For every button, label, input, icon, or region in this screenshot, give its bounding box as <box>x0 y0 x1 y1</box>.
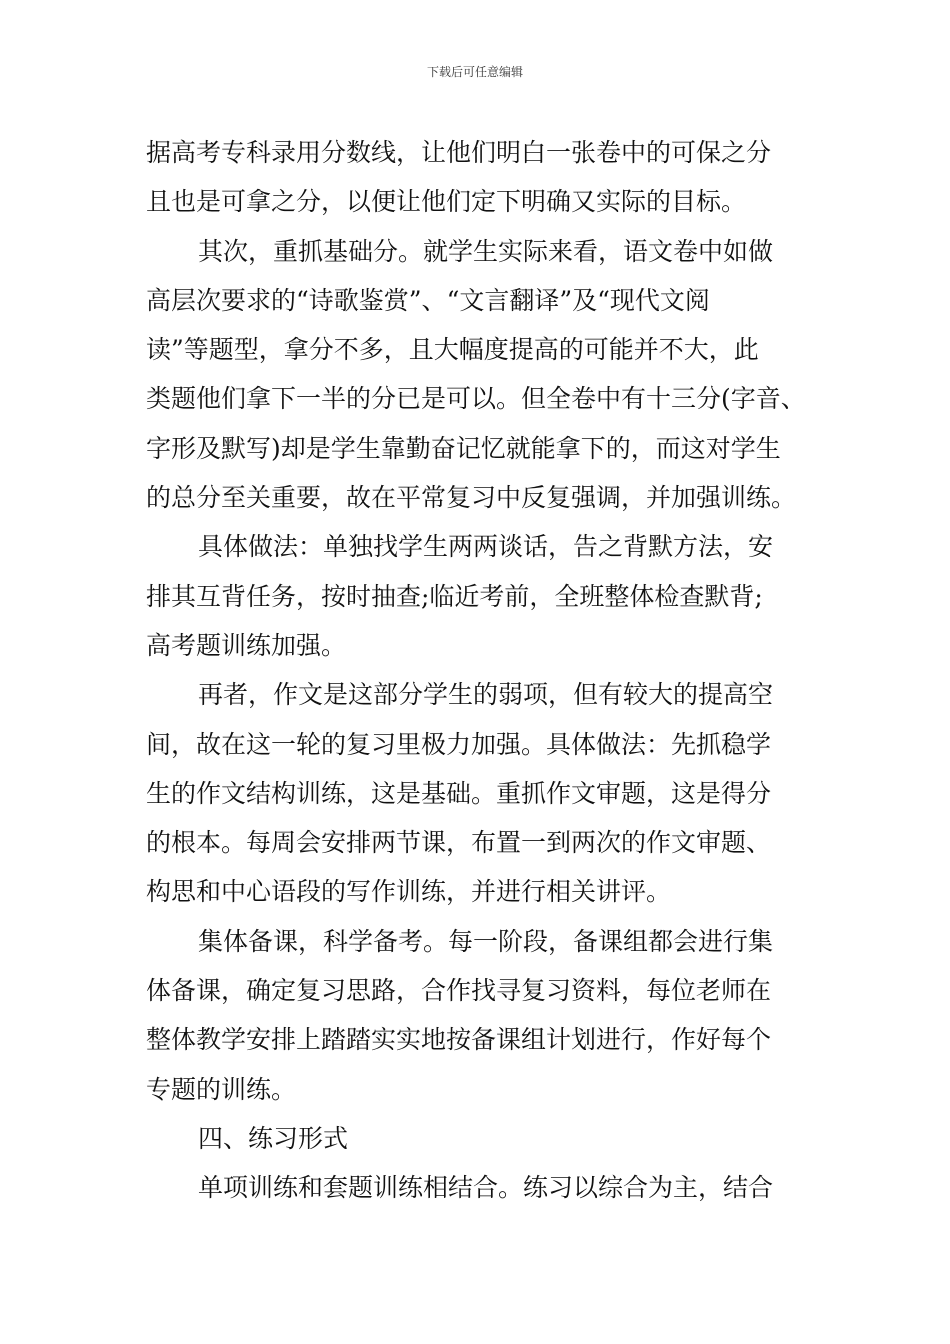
text-line: 构思和中心语段的写作训练，并进行相关讲评。 <box>146 877 672 907</box>
text-line: 整体教学安排上踏踏实实地按备课组计划进行，作好每个 <box>146 1025 772 1055</box>
section-heading: 四、练习形式 <box>198 1123 349 1153</box>
text-line: 间，故在这一轮的复习里极力加强。具体做法：先抓稳学 <box>146 729 772 759</box>
text-line: 且也是可拿之分，以便让他们定下明确又实际的目标。 <box>146 187 747 217</box>
page-header: 下载后可任意编辑 <box>426 65 523 79</box>
text-line: 排其互背任务，按时抽查;临近考前，全班整体检查默背; <box>146 581 763 611</box>
text-line: 生的作文结构训练，这是基础。重抓作文审题，这是得分 <box>146 778 772 808</box>
text-line: 据高考专科录用分数线，让他们明白一张卷中的可保之分 <box>146 138 772 167</box>
text-line: 专题的训练。 <box>146 1074 297 1104</box>
text-line: 单项训练和套题训练相结合。练习以综合为主，结合 <box>198 1173 774 1203</box>
text-line: 类题他们拿下一半的分已是可以。但全卷中有十三分(字音、 <box>146 384 806 414</box>
text-line: 具体做法：单独找学生两两谈话，告之背默方法，安 <box>198 532 774 562</box>
text-line: 再者，作文是这部分学生的弱项，但有较大的提高空 <box>198 680 774 710</box>
text-line: 的根本。每周会安排两节课，布置一到两次的作文审题、 <box>146 828 772 858</box>
text-line: 体备课，确定复习思路，合作找寻复习资料，每位老师在 <box>146 976 772 1006</box>
text-line: 字形及默写)却是学生靠勤奋记忆就能拿下的，而这对学生 <box>146 433 781 463</box>
text-line: 高层次要求的“诗歌鉴赏”、“文言翻译”及“现代文阅 <box>146 285 710 315</box>
text-line: 读”等题型，拿分不多，且大幅度提高的可能并不大，此 <box>146 335 759 365</box>
text-line: 的总分至关重要，故在平常复习中反复强调，并加强训练。 <box>146 483 797 513</box>
text-line: 其次，重抓基础分。就学生实际来看，语文卷中如做 <box>198 236 774 266</box>
body-text <box>146 128 814 1213</box>
text-line: 高考题训练加强。 <box>146 630 347 660</box>
text-line: 集体备课，科学备考。每一阶段，备课组都会进行集 <box>198 926 774 956</box>
